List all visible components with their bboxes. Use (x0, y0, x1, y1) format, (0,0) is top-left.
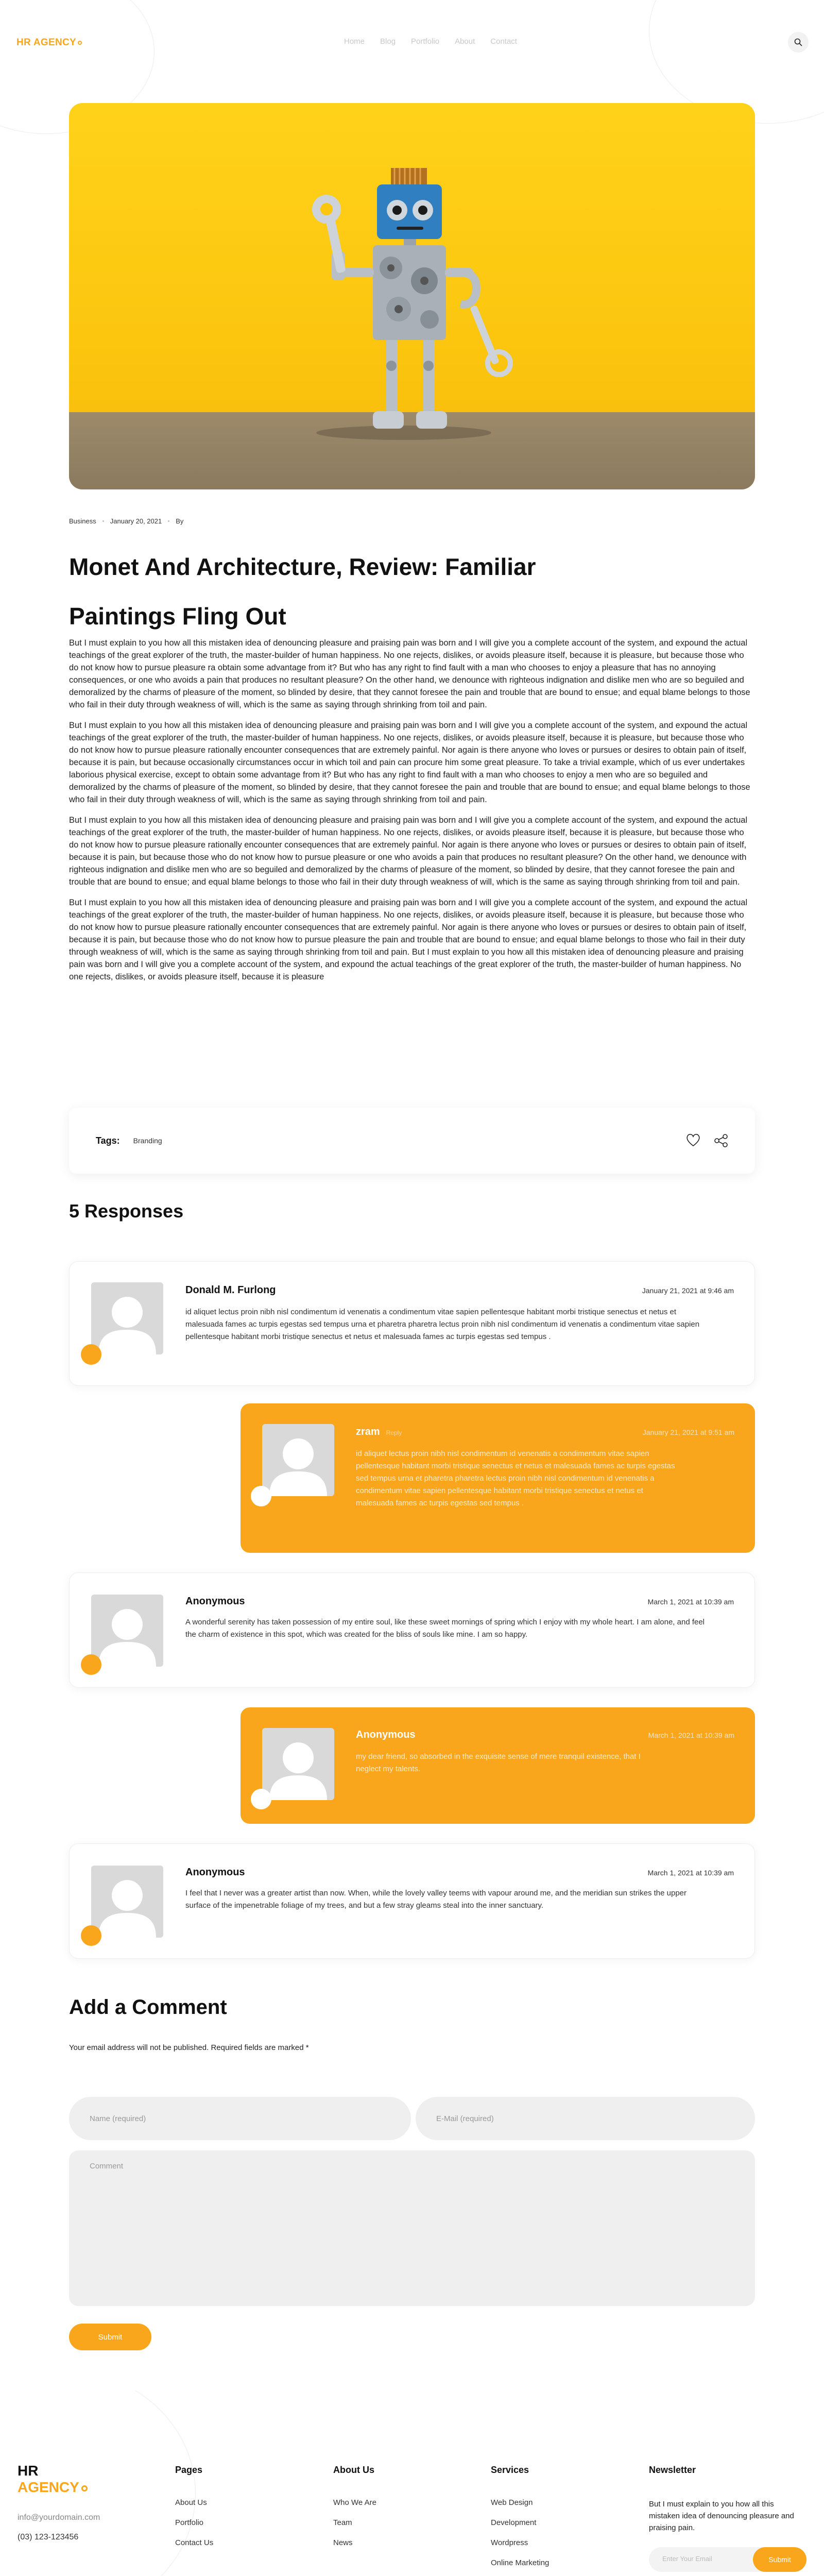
footer-about (333, 2465, 376, 2558)
nav-item-portfolio[interactable]: Portfolio (411, 37, 440, 46)
tags-label: Tags: (96, 1135, 120, 1146)
footer-services (491, 2465, 549, 2576)
comment-form-heading: Add a Comment (69, 1996, 227, 2019)
comment-date: March 1, 2021 at 10:39 am (648, 1731, 734, 1739)
form-notice: Your email address will not be published. Required fields are marked * (69, 2043, 309, 2052)
tags-bar (69, 1108, 755, 1174)
robot-illustration (69, 103, 755, 489)
search-icon (794, 38, 802, 46)
comment (69, 1572, 755, 1688)
comment-author (356, 1426, 402, 1438)
post-actions (686, 1133, 728, 1148)
comment-date: January 21, 2021 at 9:46 am (642, 1286, 734, 1295)
name-input[interactable] (69, 2097, 411, 2140)
site-footer (0, 2391, 824, 2576)
newsletter-submit-button[interactable]: Submit (753, 2547, 806, 2572)
logo-dot-icon (81, 2485, 88, 2492)
newsletter-form (649, 2547, 806, 2572)
comment-text: A wonderful serenity has taken possession of my entire soul, like these sweet mornings of spring which I enjoy with my whole heart. I am alone, and feel the charm of existence in this spot, which was created for the bliss of souls like mine. I am so happy. (185, 1618, 705, 1639)
footer-link[interactable]: Who We Are (333, 2498, 376, 2507)
name-placeholder: Name (required) (90, 2114, 146, 2123)
avatar-badge (251, 1486, 271, 1506)
post-date: January 20, 2021 (110, 517, 162, 525)
comment (69, 1261, 755, 1386)
footer-link[interactable]: Online Marketing (491, 2558, 550, 2567)
comment-text: id aliquet lectus proin nibh nisl condimentum id venenatis a condimentum vitae sapien pellentesque habitant morbi tristique senectus et netus et malesuada fames ac turpis egestas sed tempus urna et pharetra pharetra lectus proin nibh nisl condimentum id venenatis a condimentum vitae sapien pellentesque habitant morbi tristique senectus et netus et malesuada fames ac turpis egestas sed tempus . (356, 1449, 675, 1507)
comment-text: id aliquet lectus proin nibh nisl condimentum id venenatis a condimentum vitae sapien pellentesque habitant morbi tristique senectus et netus et malesuada fames ac turpis egestas sed tempus urna et pharetra pharetra lectus proin nibh nisl condimentum id venenatis a condimentum vitae sapien pellentesque habitant morbi tristique senectus et netus et malesuada fames ac turpis egestas sed tempus . (185, 1308, 700, 1341)
post-category[interactable]: Business (69, 517, 96, 525)
post-paragraph: But I must explain to you how all this mistaken idea of denouncing pleasure and praising pain was born and I will give you a complete account of the system, and expound the actual teachings of the great explorer of the truth, the master-builder of human happiness. No one rejects, dislikes, or avoids pleasure itself, because it is pleasure, but because those who do not know how to pursue pleasure rationally encounter consequences that are extremely painful. Nor again is there anyone who loves or pursues or desires to obtain pain of itself, because it is pain, but because occasionally circumstances occur in which toil and pain can procure him some great pleasure. To take a trivial example, which of us ever undertakes laborious physical exercise, except to obtain some advantage from it? But who has any right to find fault with a man who chooses to enjoy a men who are so beguiled and demoralized by the charms of pleasure of the moment, so blinded by desire, that they cannot foresee the pain and trouble that are bound to ensue; and equal blame belongs to those who fail in their duty through weakness of will, which is the same as saying through shrinking from toil and pain. (69, 721, 750, 804)
nav-item-contact[interactable]: Contact (490, 37, 517, 46)
logo[interactable] (16, 37, 82, 48)
comment-author: Anonymous (185, 1867, 245, 1878)
avatar (91, 1866, 163, 1938)
comment-text: I feel that I never was a greater artist than now. When, while the lovely valley teems with vapour around me, and the meridian sun strikes the upper surface of the impenetrable foliage of my trees, and but a few stray gleams steal into the inner sanctuary. (185, 1889, 687, 1910)
comment-author-name: zram (356, 1426, 380, 1437)
newsletter-email-input[interactable]: Enter Your Email (662, 2555, 712, 2563)
footer-services-title: Services (491, 2465, 529, 2475)
nav-item-about[interactable]: About (455, 37, 475, 46)
footer-link[interactable]: Team (333, 2518, 352, 2527)
footer-pages-title: Pages (175, 2465, 203, 2475)
submit-button[interactable]: Submit (69, 2324, 151, 2350)
avatar-badge (81, 1344, 101, 1365)
nav-item-blog[interactable]: Blog (380, 37, 396, 46)
footer-link[interactable]: About Us (175, 2498, 207, 2507)
avatar-badge (81, 1654, 101, 1675)
footer-logo-line2-row (18, 2479, 88, 2496)
footer-logo-line2: AGENCY (18, 2479, 79, 2495)
logo-text: HR AGENCY (16, 37, 77, 48)
email-input[interactable] (416, 2097, 755, 2140)
comment-author: Anonymous (185, 1596, 245, 1607)
footer-link[interactable]: Web Design (491, 2498, 533, 2507)
footer-phone[interactable]: (03) 123-123456 (18, 2533, 79, 2541)
email-placeholder: E-Mail (required) (436, 2114, 494, 2123)
footer-link[interactable]: News (333, 2538, 353, 2547)
comment (69, 1843, 755, 1959)
avatar (91, 1282, 163, 1354)
site-header (0, 0, 824, 88)
comment-reply (241, 1403, 755, 1553)
heart-icon[interactable] (686, 1133, 700, 1147)
post-paragraph: But I must explain to you how all this mistaken idea of denouncing pleasure and praising pain was born and I will give you a complete account of the system, and expound the actual teachings of the great explorer of the truth, the master-builder of human happiness. No one rejects, dislikes, or avoids pleasure itself, because it is pleasure, but because those who do not know how to pursue pleasure ra obtain some advantage from it? But who has any right to find fault with a man who chooses to enjoy a pleasure that has no annoying consequences, or one who avoids a pain that produces no resultant pleasure? On the other hand, we denounce with righteous indignation and dislike men who are so beguiled and demoralized by the charms of pleasure of the moment, so blinded by desire, that they cannot foresee the pain and trouble that are bound to ensue; and equal blame belongs to those who fail in their duty through weakness of will, which is the same as saying through shrinking from toil and pain. (69, 638, 750, 709)
footer-newsletter (649, 2465, 806, 2572)
footer-logo-line1: HR (18, 2463, 39, 2479)
footer-about-title: About Us (333, 2465, 374, 2475)
responses-heading: 5 Responses (69, 1200, 184, 1222)
post-meta (69, 517, 183, 525)
meta-separator (168, 520, 169, 522)
main-nav (344, 37, 517, 46)
footer-link[interactable]: Development (491, 2518, 537, 2527)
footer-link[interactable]: Wordpress (491, 2538, 528, 2547)
post-paragraph: But I must explain to you how all this mistaken idea of denouncing pleasure and praising pain was born and I will give you a complete account of the system, and expound the actual teachings of the great explorer of the truth, the master-builder of human happiness. No one rejects, dislikes, or avoids pleasure itself, because it is pleasure, but because those who do not know how to pursue pleasure rationally encounter consequences that are extremely painful. Nor again is there anyone who loves or pursues or desires to obtain pain of itself, because it is pain, but because those who do not know how to pursue pleasure the pain and trouble that are bound to ensue; and equal blame belongs to those who fail in their duty through weakness of will, which is the same as saying through shrinking from toil and pain. But I must explain to you how all this mistaken idea of denouncing pleasure and praising pain was born and I will give you a complete account of the system, and expound the actual teachings of the great explorer of the truth, the master-builder of human happiness. No one rejects, dislikes, or avoids pleasure itself, because it is pleasure (69, 898, 748, 981)
footer-logo[interactable] (18, 2463, 88, 2496)
comment-date: March 1, 2021 at 10:39 am (647, 1598, 734, 1606)
comment-text: my dear friend, so absorbed in the exquisite sense of mere tranquil existence, that I neglect my talents. (356, 1752, 641, 1773)
search-button[interactable] (788, 32, 809, 53)
avatar-badge (81, 1925, 101, 1946)
post-author: By (176, 517, 184, 525)
post-paragraph: But I must explain to you how all this mistaken idea of denouncing pleasure and praising pain was born and I will give you a complete account of the system, and expound the actual teachings of the great explorer of the truth, the master-builder of human happiness. No one rejects, dislikes, or avoids pleasure itself, because it is pleasure, but because those who do not know how to pursue pleasure rationally encounter consequences that are extremely painful. Nor again is there anyone who loves or pursues or desires to obtain pain of itself, because it is pain, but because those who do not know how to pursue pleasure or one who avoids a pain that produces no resultant pleasure? On the other hand, we denounce with righteous indignation and dislike men who are so beguiled and demoralized by the charms of pleasure of the moment, so blinded by desire, that they cannot foresee the pain and trouble that are bound to ensue; and equal blame belongs to those who fail in their duty through weakness of will, which is the same as saying through shrinking from toil and pain. (69, 816, 748, 887)
comment-author: Donald M. Furlong (185, 1284, 276, 1296)
newsletter-text: But I must explain to you how all this mistaken idea of denouncing pleasure and praising pain. (649, 2500, 794, 2532)
footer-email[interactable]: info@yourdomain.com (18, 2513, 100, 2522)
tag-link[interactable]: Branding (133, 1137, 162, 1145)
avatar (262, 1728, 334, 1800)
comment-author: Anonymous (356, 1729, 416, 1740)
comment-date: March 1, 2021 at 10:39 am (647, 1869, 734, 1877)
featured-image (69, 103, 755, 489)
comment-placeholder: Comment (90, 2162, 124, 2171)
post-title: Monet And Architecture, Review: Familiar Paintings Fling Out (69, 553, 536, 630)
comment-textarea[interactable] (69, 2150, 755, 2306)
avatar-badge (251, 1789, 271, 1809)
comment-reply (241, 1707, 755, 1824)
reply-link[interactable]: Reply (386, 1429, 402, 1436)
meta-separator (102, 520, 104, 522)
footer-link[interactable]: Contact Us (175, 2538, 214, 2547)
avatar (262, 1424, 334, 1496)
footer-newsletter-title: Newsletter (649, 2465, 696, 2475)
footer-pages (175, 2465, 213, 2558)
comment-date: January 21, 2021 at 9:51 am (642, 1428, 734, 1436)
logo-dot-icon (78, 41, 82, 45)
footer-link[interactable]: Portfolio (175, 2518, 204, 2527)
post-body (69, 637, 755, 991)
nav-item-home[interactable]: Home (344, 37, 365, 46)
avatar (91, 1595, 163, 1667)
share-icon[interactable] (714, 1133, 728, 1148)
